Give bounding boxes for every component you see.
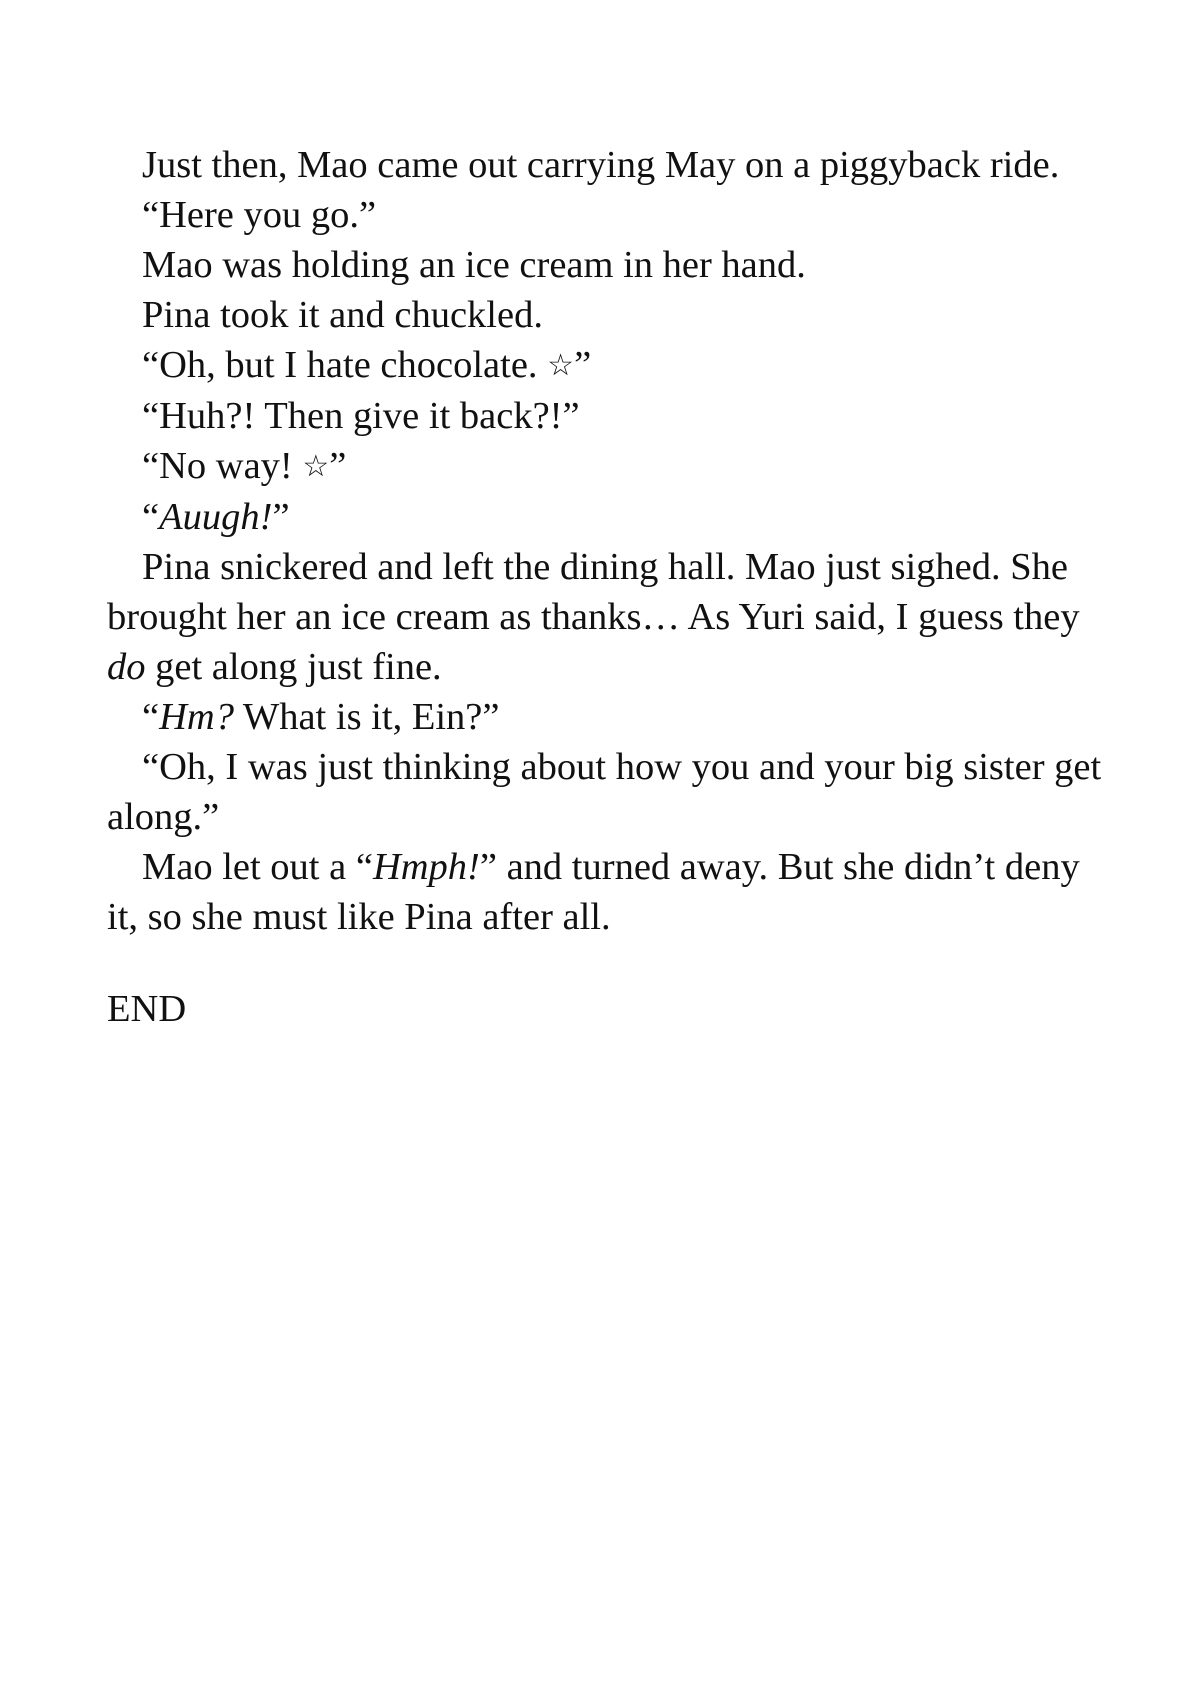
text-segment: ” (574, 344, 592, 386)
dialogue-hate-chocolate (107, 340, 1107, 391)
text-segment: Just then, Mao came out carrying May on a piggyback ride. (142, 144, 1060, 186)
italic-segment: Hm? (159, 696, 234, 738)
dialogue-give-it-back (107, 391, 1107, 441)
text-segment: get along just fine. (145, 646, 442, 688)
text-segment: What is it, Ein?” (233, 696, 500, 738)
text-segment: “ (142, 696, 160, 738)
text-segment: Mao was holding an ice cream in her hand. (142, 244, 806, 286)
text-segment: “Oh, I was just thinking about how you and your big sister get along.” (107, 746, 1102, 838)
text-segment: “Oh, but I hate chocolate. (142, 344, 548, 386)
text-segment: “No way! (142, 445, 303, 487)
paragraph-pina-chuckled (107, 290, 1107, 340)
paragraph-dining-hall (107, 542, 1107, 692)
dialogue-auugh (107, 492, 1107, 542)
story-page (107, 140, 1107, 1034)
text-segment: ” and turned away. But she didn’t deny it, so she must like Pina after all. (107, 846, 1080, 938)
paragraph-hmph (107, 842, 1107, 942)
italic-segment: Hmph! (372, 846, 480, 888)
dialogue-what-is-it (107, 692, 1107, 742)
text-segment: ” (272, 496, 290, 538)
text-segment: Pina snickered and left the dining hall. Mao just sighed. She brought her an ice cream as thanks… As Yuri said, I guess they (107, 546, 1080, 638)
dialogue-here-you-go (107, 190, 1107, 240)
paragraph-ice-cream (107, 240, 1107, 290)
text-segment: “ (142, 496, 160, 538)
italic-segment: do (107, 646, 146, 688)
dialogue-no-way (107, 441, 1107, 492)
star-icon: ☆ (547, 348, 575, 383)
text-segment: ” (329, 445, 347, 487)
text-segment: Mao let out a “ (142, 846, 373, 888)
text-segment: “Huh?! Then give it back?!” (142, 395, 580, 437)
italic-segment: Auugh! (159, 496, 273, 538)
paragraph-piggyback (107, 140, 1107, 190)
text-segment: Pina took it and chuckled. (142, 294, 543, 336)
text-segment: “Here you go.” (142, 194, 377, 236)
dialogue-big-sister (107, 742, 1107, 842)
star-icon: ☆ (302, 449, 330, 484)
section-gap (107, 942, 1107, 984)
end-label: END (107, 988, 187, 1030)
